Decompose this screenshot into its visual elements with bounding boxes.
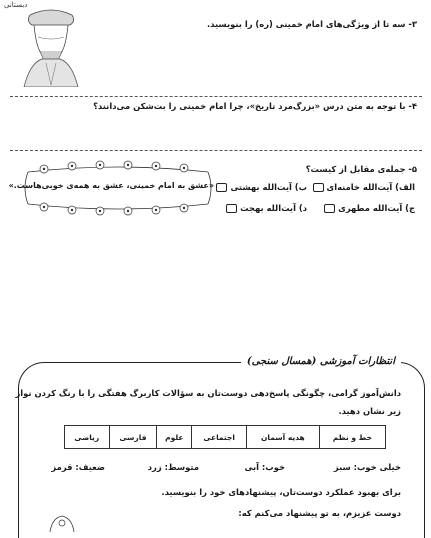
subject-cell[interactable]: فارسی xyxy=(109,426,157,449)
checkbox[interactable] xyxy=(216,183,227,192)
subject-cell[interactable]: هدیه آسمان xyxy=(247,426,320,449)
option-b[interactable] xyxy=(216,182,307,192)
option-c-label: ج) آیت‌الله مطهری xyxy=(338,203,415,213)
option-d-label: د) آیت‌الله بهجت xyxy=(240,203,307,213)
legend-average: متوسط: زرد xyxy=(147,462,199,472)
option-d[interactable] xyxy=(226,203,307,213)
improve-prompt: برای بهبود عملکرد دوست‌تان، پیشنهادهای خود را بنویسید. xyxy=(161,487,401,497)
expectations-title: انتظارات آموزشی (همسال سنجی) xyxy=(241,356,401,367)
suggestion-prompt: دوست عزیزم، به تو پیشنهاد می‌کنم که: xyxy=(238,508,401,518)
expectations-intro-line1: دانش‌آموز گرامی، چگونگی پاسخ‌دهی دوست‌تان به سؤالات کاربرگ هفتگی را با رنگ کردن نوار xyxy=(15,388,401,398)
checkbox[interactable] xyxy=(313,183,324,192)
subject-cell[interactable]: علوم xyxy=(157,426,192,449)
legend-good: خوب: آبی xyxy=(244,462,285,472)
legend-very-good: خیلی خوب: سبز xyxy=(333,462,401,472)
portrait-illustration xyxy=(16,7,86,87)
divider xyxy=(10,150,422,151)
question-4: ۴- با توجه به متن درس «بزرگ‌مرد تاریخ»، چرا امام خمینی را بت‌شکن می‌دانند؟ xyxy=(93,101,417,111)
legend-weak: ضعیف: قرمز xyxy=(51,462,105,472)
subject-cell[interactable]: ریاضی xyxy=(65,426,110,449)
question-3: ۳- سه تا از ویژگی‌های امام خمینی (ره) را بنویسید. xyxy=(206,19,417,29)
checkbox[interactable] xyxy=(226,204,237,213)
subject-cell[interactable]: خط و نظم xyxy=(319,426,385,449)
expectations-intro-line2: زیر نشان دهید. xyxy=(338,406,401,416)
flower-icon xyxy=(48,512,76,532)
quote-text: «عشق به امام خمینی، عشق به همه‌ی خوبی‌هاست.» xyxy=(8,181,214,190)
subject-cell[interactable]: اجتماعی xyxy=(192,426,247,449)
option-a[interactable] xyxy=(313,182,415,192)
option-a-label: الف) آیت‌الله خامنه‌ای xyxy=(326,182,415,192)
checkbox[interactable] xyxy=(324,204,335,213)
quote-banner xyxy=(8,158,214,216)
divider xyxy=(10,96,422,97)
table-row xyxy=(65,426,386,449)
option-c[interactable] xyxy=(324,203,415,213)
option-b-label: ب) آیت‌الله بهشتی xyxy=(230,182,307,192)
question-5-prompt: ۵- جمله‌ی مقابل از کیست؟ xyxy=(305,164,417,174)
corner-label: دبستانی xyxy=(4,1,28,9)
subjects-table xyxy=(64,425,386,449)
